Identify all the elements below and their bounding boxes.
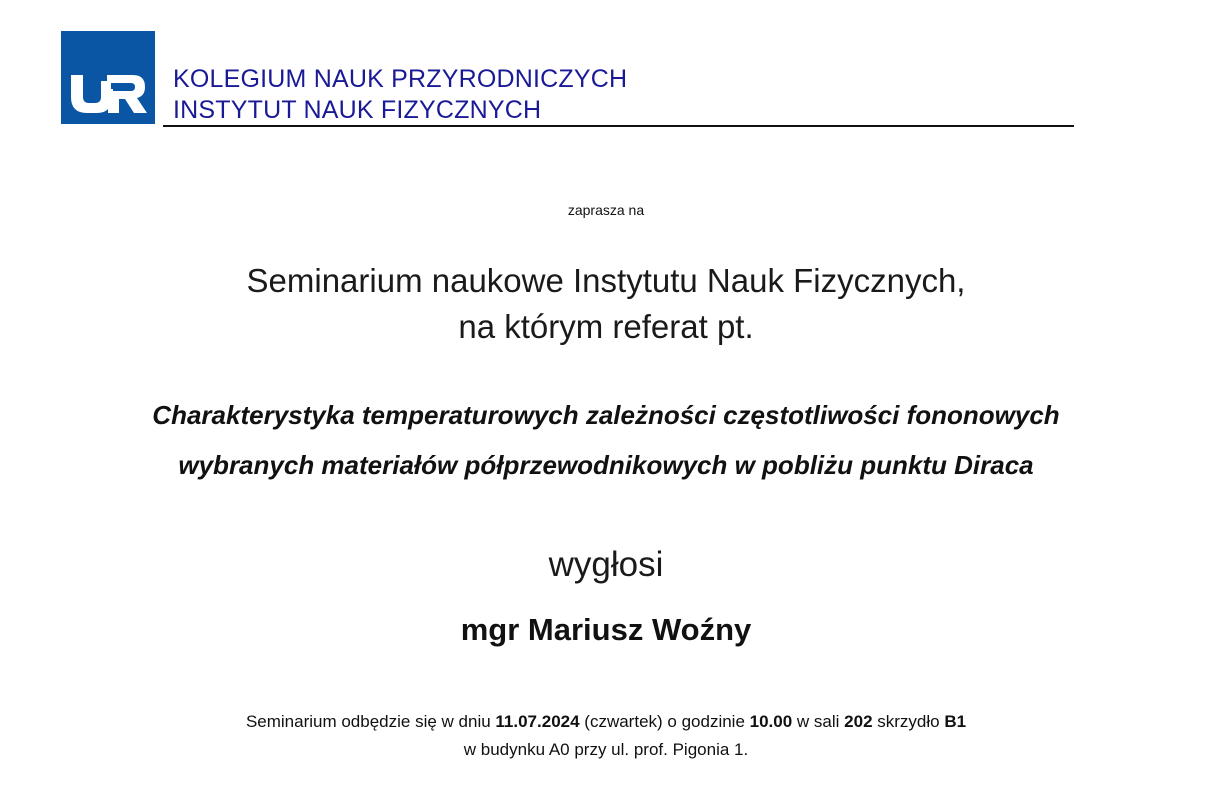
ur-logo-icon [61,31,155,124]
header-divider [163,125,1074,127]
seminar-wing: B1 [944,712,967,731]
details-line2: w budynku A0 przy ul. prof. Pigonia 1. [463,740,749,759]
invites-text: zaprasza na [567,202,645,218]
details-prefix: Seminarium odbędzie się w dniu [245,712,496,731]
delivers-text: wygłosi [548,545,664,584]
seminar-date: 11.07.2024 [495,712,580,731]
details-line1 [0,708,1212,736]
talk-title-line1: Charakterystyka temperaturowych zależności częstotliwości fononowych [152,400,1060,430]
university-logo [61,31,155,124]
seminar-title [0,258,1212,350]
seminar-title-line1: Seminarium naukowe Instytutu Nauk Fizycznych, [246,262,966,299]
seminar-details [0,708,1212,764]
header-institution [173,64,627,126]
wing-prefix: skrzydło [872,712,945,731]
seminar-title-line2: na którym referat pt. [458,308,754,345]
institute-name: INSTYTUT NAUK FIZYCZNYCH [173,96,542,124]
room-prefix: w sali [792,712,845,731]
talk-title-line2: wybranych materiałów półprzewodnikowych w pobliżu punktu Diraca [178,450,1034,480]
seminar-day: (czwartek) o godzinie [579,712,750,731]
speaker-name: mgr Mariusz Woźny [460,612,752,647]
talk-title [0,390,1212,490]
seminar-room: 202 [844,712,873,731]
college-name: KOLEGIUM NAUK PRZYRODNICZYCH [173,65,628,93]
seminar-time: 10.00 [749,712,793,731]
